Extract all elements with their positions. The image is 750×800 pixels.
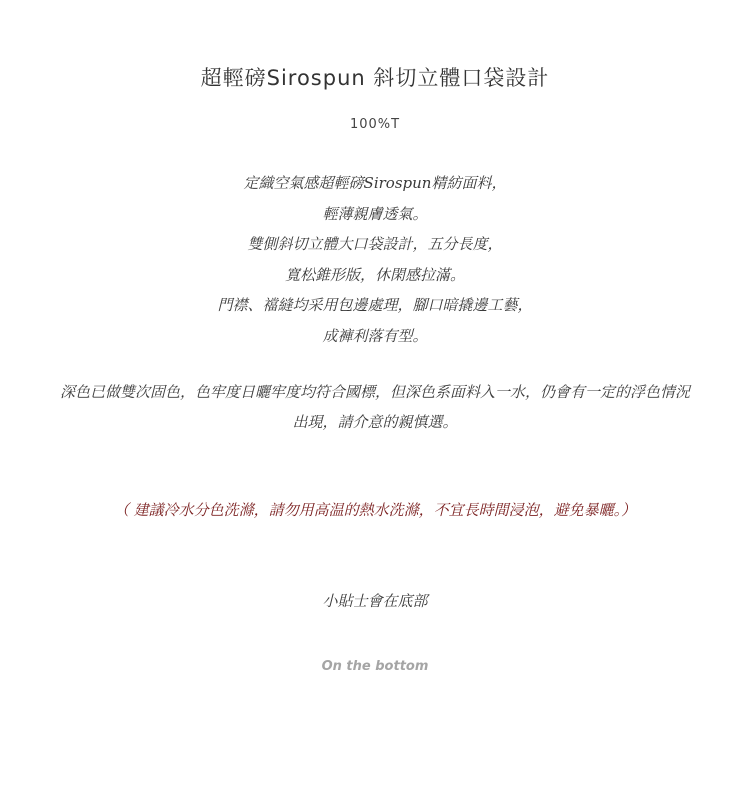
- description-line: 門襟、襠縫均采用包邊處理，腳口暗撬邊工藝，: [217, 296, 533, 314]
- description-line: 寬松錐形版，休閑感拉滿。: [284, 265, 465, 284]
- description-line: 雙側斜切立體大口袋設計，五分長度，: [247, 235, 503, 253]
- product-title: 超輕磅Sirospun 斜切立體口袋設計: [200, 66, 550, 90]
- material-composition: 100%T: [349, 117, 401, 132]
- bottom-label: On the bottom: [321, 659, 429, 674]
- description-line: 成褲利落有型。: [322, 326, 428, 345]
- tips-label: 小貼士會在底部: [322, 592, 428, 610]
- product-description: [0, 168, 750, 351]
- description-line: 定織空氣感超輕磅Sirospun精紡面料，: [243, 174, 507, 192]
- washing-care-note: （ 建議冷水分色洗滌，請勿用高温的熱水洗滌，不宜長時間浸泡，避免暴曬。）: [113, 501, 637, 519]
- description-line: 輕薄親膚透氣。: [322, 204, 428, 223]
- color-fastness-warning: 深色已做雙次固色，色牢度日曬牢度均符合國標，但深色系面料入一水，仍會有一定的浮色情況出現，請介意的親慎選。: [59, 383, 690, 431]
